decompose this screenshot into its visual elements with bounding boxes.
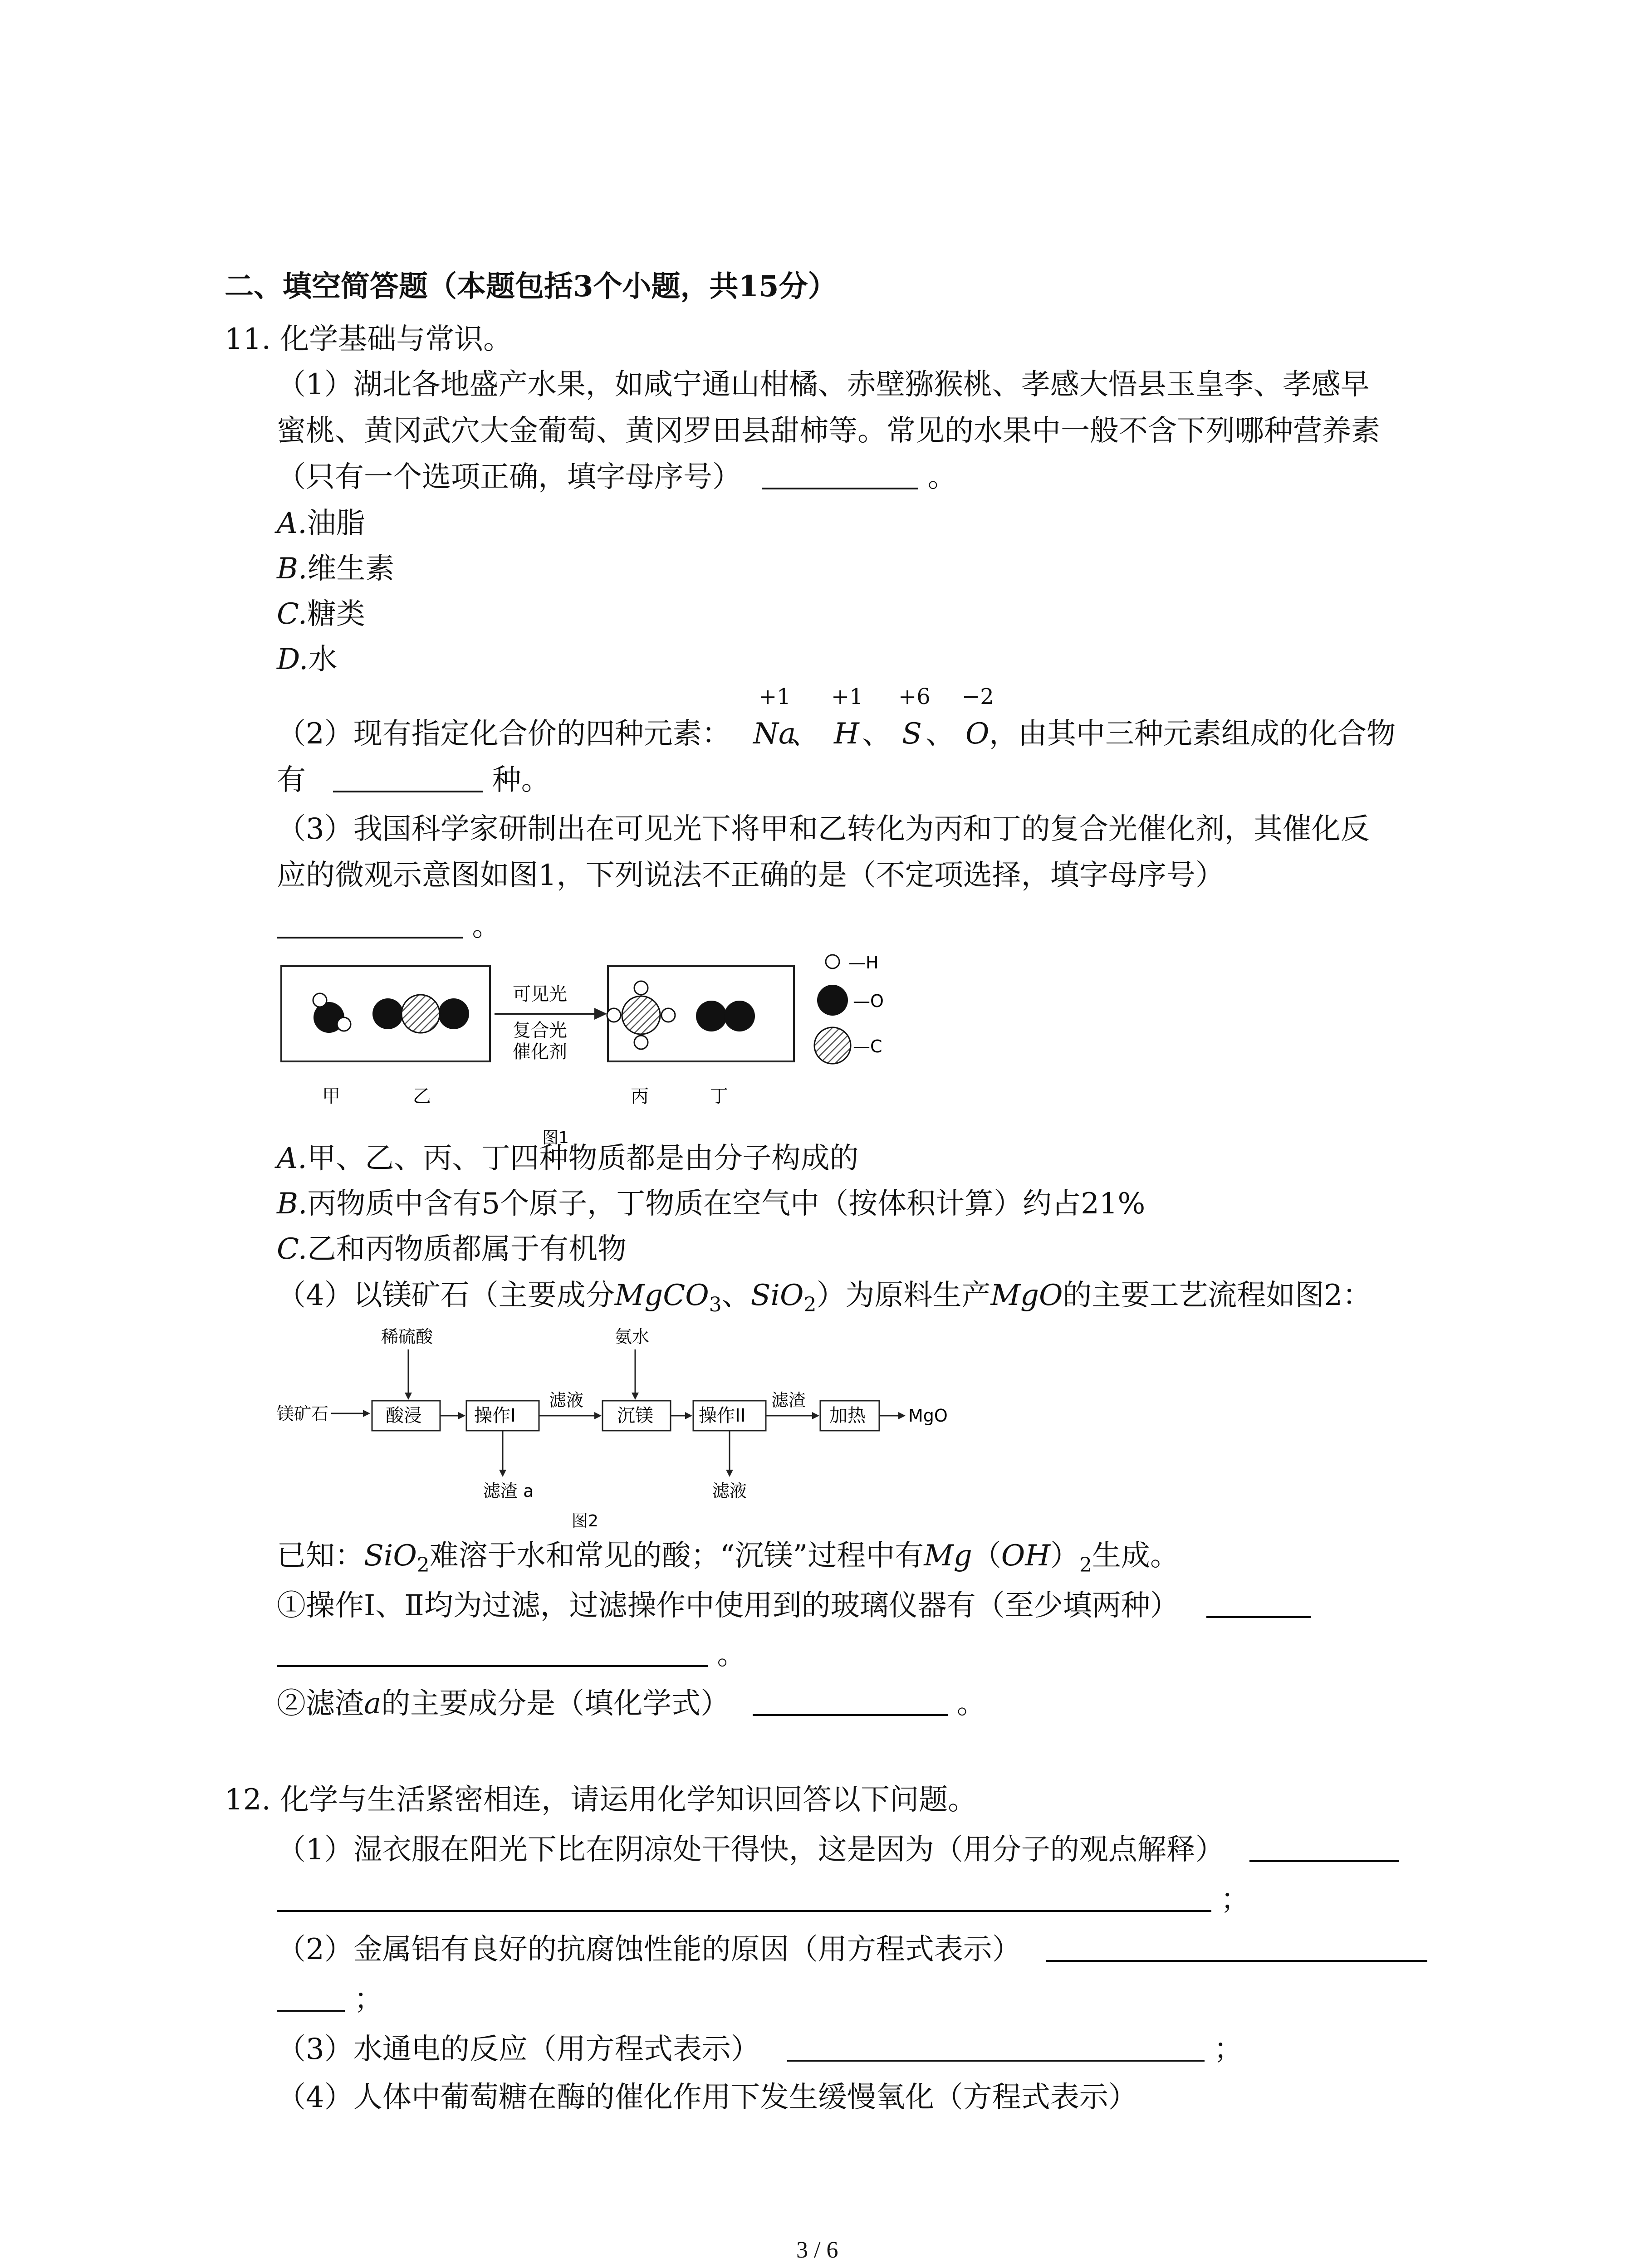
- q11-p3-option-b: [277, 1187, 1145, 1222]
- figure-2-caption: 图2: [572, 1512, 598, 1530]
- formula-sub: 2: [1079, 1553, 1092, 1577]
- q12-stem: 12. 化学与生活紧密相连，请运用化学知识回答以下问题。: [225, 1783, 977, 1817]
- q11-p1-line1: （1）湖北各地盛产水果，如咸宁通山柑橘、赤壁猕猴桃、孝感大悟县玉皇李、孝感早: [277, 368, 1370, 401]
- q12-p2-blank-a[interactable]: [1046, 1934, 1427, 1962]
- flow-step4: 操作II: [699, 1405, 746, 1426]
- flow-end: MgO: [908, 1406, 948, 1426]
- q11-p4-sub2-blank[interactable]: [753, 1688, 948, 1716]
- arrow-label-top: 可见光: [513, 984, 567, 1005]
- q11-p2-suffix: ，由其中三种元素组成的化合物: [989, 717, 1396, 751]
- flow-step5: 加热: [829, 1405, 866, 1426]
- flow-residue-a: 滤渣 a: [483, 1481, 534, 1501]
- q12-p1-text: （1）湿衣服在阳光下比在阴凉处干得快，这是因为（用分子的观点解释）: [277, 1833, 1225, 1867]
- arrow-label-bottom1: 复合光: [513, 1020, 567, 1041]
- molecule-yi-icon: [372, 995, 469, 1033]
- legend-h-label: —H: [848, 953, 879, 973]
- q11-p2-line2-end: 种。: [492, 763, 550, 797]
- flow-step2: 操作I: [474, 1405, 516, 1426]
- q11-p3-line3-end: 。: [472, 909, 501, 943]
- q12-p1-end: ；: [1220, 1883, 1250, 1916]
- option-text: 糖类: [307, 597, 366, 631]
- arrow-head-icon: [499, 1470, 506, 1477]
- q11-p3-option-c: [277, 1232, 627, 1267]
- element-sep: 、: [790, 717, 819, 751]
- sub1-end: 。: [717, 1638, 746, 1672]
- known-formula-sio2: SiO: [364, 1539, 417, 1573]
- q11-p4-intro-c: 的主要工艺流程如图2：: [1063, 1279, 1372, 1312]
- known-c: （: [972, 1539, 1001, 1573]
- q11-p2-answer-blank[interactable]: [333, 765, 483, 793]
- option-letter: A.: [277, 1142, 307, 1175]
- molecule-jia-icon: [313, 993, 351, 1033]
- element-s: S: [902, 717, 922, 751]
- legend: [814, 953, 884, 1064]
- option-letter: B.: [277, 552, 308, 586]
- q11-p1-line2: 蜜桃、黄冈武穴大金葡萄、黄冈罗田县甜柿等。常见的水果中一般不含下列哪种营养素: [277, 414, 1380, 448]
- known-e: 生成。: [1092, 1539, 1179, 1573]
- arrow-head-icon: [458, 1412, 465, 1419]
- sub2-end: 。: [956, 1687, 986, 1721]
- q11-p4-known: [277, 1539, 1179, 1578]
- element-sep: 、: [926, 717, 955, 751]
- option-text: 甲、乙、丙、丁四种物质都是由分子构成的: [307, 1142, 859, 1175]
- q11-p3-line3: [277, 909, 501, 944]
- option-text: 维生素: [307, 552, 395, 586]
- figure-2-process-flow: [277, 1325, 966, 1533]
- arrow-head-icon: [898, 1412, 906, 1419]
- valence-h: +1: [831, 684, 863, 709]
- q11-p2-prefix: （2）现有指定化合价的四种元素：: [277, 717, 731, 751]
- label-yi: 乙: [413, 1086, 431, 1107]
- q12-p3: [277, 2032, 1243, 2067]
- flow-liquid2: 滤液: [712, 1481, 747, 1501]
- formula-sub: 2: [803, 1293, 817, 1316]
- sub2-text-a: ②滤渣: [277, 1687, 364, 1721]
- arrow-head-icon: [685, 1412, 692, 1419]
- arrow-label-bottom2: 催化剂: [513, 1041, 567, 1062]
- molecule-ding-icon: [696, 1001, 755, 1031]
- q12-p2-end: ；: [354, 1983, 383, 2016]
- formula-sub: 2: [416, 1553, 430, 1577]
- q12-p1-blank-a[interactable]: [1249, 1834, 1399, 1862]
- option-letter: D.: [277, 643, 309, 676]
- q12-p1-cont: [277, 1882, 1249, 1917]
- q11-p3-answer-blank[interactable]: [277, 911, 463, 939]
- option-letter: C.: [277, 597, 308, 631]
- q11-p4-sub2: [277, 1686, 986, 1721]
- valence-s: +6: [898, 684, 931, 709]
- q12-p2-cont: [277, 1982, 383, 2017]
- q11-p4-intro-a: （4）以镁矿石（主要成分: [277, 1279, 615, 1312]
- q11-p3-option-a: [277, 1141, 859, 1176]
- arrow-head-icon: [405, 1393, 412, 1400]
- formula-sep: 、: [721, 1279, 751, 1312]
- q11-p1-option-b: [277, 552, 394, 587]
- element-na: Na: [753, 717, 796, 751]
- option-text: 油脂: [307, 507, 365, 540]
- sub2-var: a: [364, 1687, 382, 1721]
- q12-p3-blank[interactable]: [787, 2034, 1205, 2062]
- q11-p4-sub1-blank-a[interactable]: [1206, 1590, 1311, 1618]
- q11-p4-sub1-blank-b[interactable]: [277, 1639, 708, 1667]
- arrow-head-icon: [594, 1008, 607, 1020]
- legend-o-label: —O: [853, 991, 884, 1011]
- element-o: O: [965, 717, 989, 751]
- q11-p2-line2-start: 有: [277, 763, 306, 797]
- q11-p1-option-c: [277, 597, 365, 632]
- q11-p1-line3: [277, 460, 957, 495]
- label-bing: 丙: [631, 1086, 649, 1107]
- sub1-text: ①操作Ⅰ、Ⅱ均为过滤，过滤操作中使用到的玻璃仪器有（至少填两种）: [277, 1589, 1179, 1623]
- q12-p2-text: （2）金属铝有良好的抗腐蚀性能的原因（用方程式表示）: [277, 1933, 1021, 1966]
- q11-stem: 11. 化学基础与常识。: [225, 323, 513, 356]
- option-letter: A.: [277, 507, 307, 540]
- label-ding: 丁: [710, 1086, 728, 1107]
- option-text: 丙物质中含有5个原子，丁物质在空气中（按体积计算）约占21%: [307, 1187, 1146, 1221]
- section-title: 二、填空简答题（本题包括3个小题，共15分）: [225, 269, 837, 303]
- known-a: 已知：: [277, 1539, 364, 1573]
- arrow-head-icon: [812, 1412, 819, 1419]
- option-text: 水: [308, 643, 338, 676]
- q11-p4-sub1: [277, 1589, 1311, 1623]
- q11-p1-option-d: [277, 642, 337, 677]
- legend-o-icon: [817, 985, 848, 1016]
- q11-p4-intro-b: ）为原料生产: [816, 1279, 991, 1312]
- q11-p3-line2: 应的微观示意图如图1，下列说法不正确的是（不定项选择，填字母序号）: [277, 859, 1225, 892]
- q11-p4-sub1-cont: [277, 1637, 746, 1672]
- q11-p1-line3-text: （只有一个选项正确，填字母序号）: [277, 460, 741, 494]
- flow-residue: 滤渣: [771, 1390, 806, 1410]
- flow-step1: 酸浸: [386, 1405, 422, 1426]
- figure-1-caption: 图1: [542, 1129, 569, 1147]
- flow-acid: 稀硫酸: [381, 1327, 433, 1347]
- flow-ammonia: 氨水: [615, 1327, 650, 1347]
- q11-p1-option-a: [277, 506, 365, 541]
- arrow-head-icon: [632, 1393, 639, 1400]
- legend-c-icon: [814, 1027, 851, 1064]
- legend-c-label: —C: [853, 1036, 882, 1056]
- option-letter: B.: [277, 1187, 308, 1221]
- flow-step3: 沉镁: [617, 1405, 653, 1426]
- sub2-text-b: 的主要成分是（填化学式）: [381, 1687, 730, 1721]
- option-text: 乙和丙物质都属于有机物: [307, 1232, 627, 1266]
- flow-start: 镁矿石: [277, 1404, 329, 1424]
- q11-p3-line1: （3）我国科学家研制出在可见光下将甲和乙转化为丙和丁的复合光催化剂，其催化反: [277, 812, 1370, 846]
- q11-p4-intro: [277, 1278, 1372, 1317]
- q12-p3-end: ；: [1214, 2033, 1243, 2066]
- page-number: 3 / 6: [796, 2237, 838, 2263]
- arrow-head-icon: [726, 1470, 733, 1477]
- formula-mgco3: MgCO: [614, 1279, 709, 1312]
- option-letter: C.: [277, 1232, 308, 1266]
- q12-p2-blank-b[interactable]: [277, 1984, 345, 2012]
- label-jia: 甲: [322, 1086, 340, 1107]
- q12-p1: [277, 1833, 1399, 1867]
- known-formula-mg: Mg: [924, 1539, 972, 1573]
- figure-1-reaction-diagram: [277, 943, 930, 1161]
- element-h: H: [834, 717, 859, 751]
- molecule-bing-icon: [607, 981, 675, 1049]
- known-b: 难溶于水和常见的酸；“沉镁”过程中有: [429, 1539, 924, 1573]
- q12-p1-blank-b[interactable]: [277, 1884, 1211, 1912]
- formula-sio2: SiO: [750, 1279, 804, 1312]
- q11-p1-answer-blank[interactable]: [762, 462, 918, 490]
- legend-h-icon: [826, 955, 839, 968]
- q12-p3-text: （3）水通电的反应（用方程式表示）: [277, 2033, 760, 2066]
- valence-o: −2: [962, 684, 994, 709]
- formula-mgo: MgO: [990, 1279, 1063, 1312]
- arrow-head-icon: [363, 1410, 370, 1417]
- flow-liquid1: 滤液: [549, 1390, 584, 1410]
- formula-sub: 3: [709, 1293, 722, 1316]
- q11-p2-line2: [277, 763, 550, 798]
- arrow-head-icon: [594, 1412, 602, 1419]
- known-d: ）: [1050, 1539, 1079, 1573]
- q12-p2: [277, 1932, 1427, 1967]
- q11-p1-line3-end: 。: [927, 460, 957, 494]
- known-formula-oh: OH: [1001, 1539, 1050, 1573]
- element-sep: 、: [862, 717, 891, 751]
- valence-na: +1: [759, 684, 791, 709]
- q12-p4: （4）人体中葡萄糖在酶的催化作用下发生缓慢氧化（方程式表示）: [277, 2081, 1137, 2114]
